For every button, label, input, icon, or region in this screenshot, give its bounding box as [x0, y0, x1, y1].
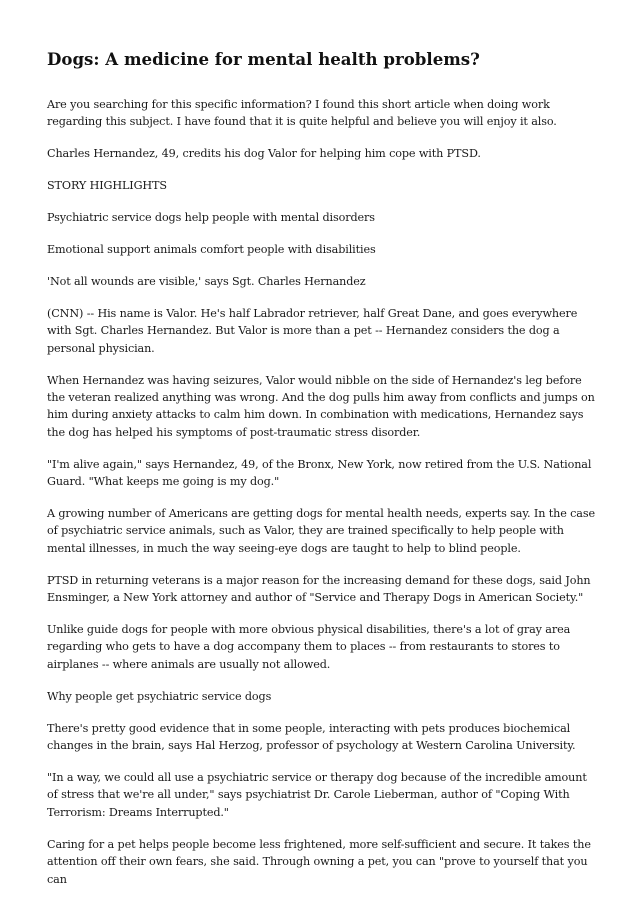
highlight-item: Psychiatric service dogs help people with mental disorders: [47, 211, 375, 225]
document-title: Dogs: A medicine for mental health problems?: [47, 49, 480, 69]
highlight-item: 'Not all wounds are visible,' says Sgt. Charles Hernandez: [47, 274, 366, 288]
highlight-item: Emotional support animals comfort people with disabilities: [47, 243, 376, 257]
story-highlights-heading: STORY HIGHLIGHTS: [47, 179, 167, 193]
body-paragraph: A growing number of Americans are getting dogs for mental health needs, experts say. In the case of psychiatric service animals, such as Valor, they are trained specifically to help people with mental illnesses, in much the way seeing-eye dogs are taught to help to blind people.: [47, 507, 595, 555]
body-paragraph: PTSD in returning veterans is a major reason for the increasing demand for these dogs, said John Ensminger, a New York attorney and author of "Service and Therapy Dogs in American Society.": [47, 573, 591, 605]
body-paragraph: (CNN) -- His name is Valor. He's half Labrador retriever, half Great Dane, and goes everywhere with Sgt. Charles Hernandez. But Valor is more than a pet -- Hernandez considers the dog a personal physician.: [47, 306, 578, 355]
intro-paragraph: Are you searching for this specific information? I found this short article when doing work regarding this subject. I have found that it is quite helpful and believe you will enjoy it also.: [47, 98, 557, 129]
document-page: [47, 48, 595, 888]
photo-caption-paragraph: Charles Hernandez, 49, credits his dog Valor for helping him cope with PTSD.: [47, 147, 481, 161]
body-paragraph: "I'm alive again," says Hernandez, 49, of the Bronx, New York, now retired from the U.S. National Guard. "What keeps me going is my dog.": [47, 457, 592, 489]
body-paragraph: Caring for a pet helps people become less frightened, more self-sufficient and secure. It takes the attention off their own fears, she said. Through owning a pet, you can "prove to yourself that you can: [47, 837, 591, 886]
section-subheading: Why people get psychiatric service dogs: [47, 689, 272, 703]
body-paragraph: "In a way, we could all use a psychiatric service or therapy dog because of the incredible amount of stress that we're all under," says psychiatrist Dr. Carole Lieberman, author of "Coping With Terrorism: Dreams Interrupted.": [47, 770, 587, 819]
body-paragraph: When Hernandez was having seizures, Valor would nibble on the side of Hernandez's leg before the veteran realized anything was wrong. And the dog pulls him away from conflicts and jumps on him during anxiety attacks to calm him down. In combination with medications, Hernandez says the dog has helped his symptoms of post-traumatic stress disorder.: [47, 373, 595, 439]
body-paragraph: There's pretty good evidence that in some people, interacting with pets produces biochemical changes in the brain, says Hal Herzog, professor of psychology at Western Carolina University.: [47, 721, 576, 753]
body-paragraph: Unlike guide dogs for people with more obvious physical disabilities, there's a lot of gray area regarding who gets to have a dog accompany them to places -- from restaurants to stores to airplanes -- where animals are usually not allowed.: [47, 623, 571, 671]
